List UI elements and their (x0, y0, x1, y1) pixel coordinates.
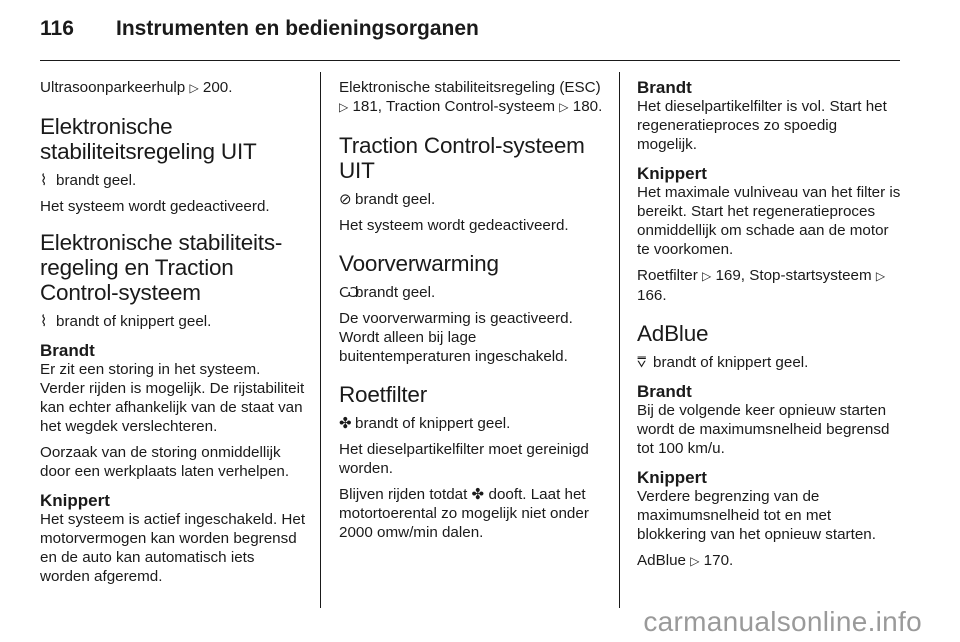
ref-text: Roetfilter ▷ 169, Stop-startsysteem ▷ 166. (637, 267, 886, 304)
ref-arrow-icon: ▷ (339, 100, 349, 114)
section-heading-esc-tc: Elektronische stabiliteitsregeling en Traction Control-systeem (40, 230, 283, 305)
body-text: Het systeem wordt gedeactiveerd. (40, 198, 270, 215)
body-text: De voorverwarming is geactiveerd. Wordt alleen bij lage buitentemperaturen ingeschakeld. (339, 310, 573, 365)
section-heading-adblue: AdBlue (637, 321, 709, 346)
subheading-brandt: Brandt (40, 341, 95, 360)
body-text: Bij de volgende keer opnieuw starten wordt de maximumsnelheid begrensd tot 100 km/u. (637, 402, 890, 457)
body-text: Verdere begrenzing van de maximumsnelheid tot en met blokkering van het opnieuw starten. (637, 488, 876, 543)
ref-arrow-icon: ▷ (690, 554, 700, 568)
column-3: Brandt Het dieselpartikelfilter is vol. Start het regeneratieproces zo spoedig mogelijk. Knippert Het maximale vulniveau van het filter is bereikt. Start het regeneratieproces onmiddellijk om schade aan de motor te voorkomen. Roetfilter ▷ 169, Stop-startsysteem ▷ 166. AdBlue ⩢ brandt of knippert geel. Brandt Bij de volgende keer opnieuw starten wordt de maximumsnelheid begrensd tot 100 km/u. Knippert Verdere begrenzing van de maximumsnelheid tot en met blokkering van het opnieuw starten. AdBlue ▷ 170. (637, 78, 901, 569)
ref-text: Elektronische stabiliteitsregeling (ESC) ▷ 181, Traction Control-systeem ▷ 180. (339, 79, 603, 115)
subheading-knippert: Knippert (40, 491, 110, 510)
body-text: Oorzaak van de storing onmiddellijk door een werkplaats laten verhelpen. (40, 444, 290, 480)
body-text: Er zit een storing in het systeem. Verder rijden is mogelijk. De rijstabiliteit kan echter afhankelijk van de staat van het wegdek verslechteren. (40, 361, 305, 435)
column-1: Ultrasoonparkeerhulp ▷ 200. Elektronische stabiliteitsregeling UIT ⌇ brandt geel. Het systeem wordt gedeactiveerd. Elektronische stabiliteitsregeling en Traction Control-systeem ⌇ brandt of knippert geel. Brandt Er zit een storing in het systeem. Verder rijden is mogelijk. De rijstabiliteit kan echter afhankelijk van de staat van het wegdek verslechteren. Oorzaak van de storing onmiddellijk door een werkplaats laten verhelpen. Knippert Het systeem is actief ingeschakeld. Het motorvermogen kan worden begrensd en de auto kan automatisch iets worden afgeremd. (40, 78, 308, 593)
ref-arrow-icon: ▷ (875, 269, 886, 283)
ref-arrow-icon: ▷ (559, 100, 569, 114)
section-heading-preheat: Voorverwarming (339, 251, 499, 276)
glow-plug-icon: Ѡ (339, 284, 360, 301)
intro-ref: Ultrasoonparkeerhulp ▷ 200. (40, 79, 233, 96)
soot-filter-icon: ✤ (339, 415, 352, 432)
section-heading-esc-off: Elektronische stabiliteitsregeling UIT (40, 114, 257, 164)
column-divider-2 (619, 72, 620, 608)
body-text: Het systeem is actief ingeschakeld. Het motorvermogen kan worden begrensd en de auto kan automatisch iets worden afgeremd. (40, 511, 306, 585)
column-2: Elektronische stabiliteitsregeling (ESC) ▷ 181, Traction Control-systeem ▷ 180. Traction Control-systeem UIT ⊘ brandt geel. Het systeem wordt gedeactiveerd. Voorverwarming Ѡbrandt geel. De voorverwarming is geactiveerd. Wordt alleen bij lage buitentemperaturen ingeschakeld. Roetfilter ✤ brandt of knippert geel. Het dieselpartikelfilter moet gereinigd worden. Blijven rijden totdat ✤ dooft. Laat het motortoerental zo mogelijk niet onder 2000 omw/min dalen. (339, 78, 607, 549)
esc-off-icon: ⌇ (40, 172, 48, 189)
section-heading-tc-off: Traction Control-systeem UIT (339, 133, 585, 183)
body-text: Het dieselpartikelfilter is vol. Start het regeneratieproces zo spoedig mogelijk. (637, 98, 887, 153)
ref-arrow-icon: ▷ (189, 81, 199, 95)
section-heading-filter: Roetfilter (339, 382, 428, 407)
column-divider-1 (320, 72, 321, 608)
subheading-brandt: Brandt (637, 78, 692, 97)
tc-off-icon: ⊘ (339, 191, 352, 208)
header-rule (40, 60, 900, 61)
esc-icon: ⌇ (40, 313, 48, 330)
body-text: Het systeem wordt gedeactiveerd. (339, 217, 569, 234)
page-number: 116 (40, 17, 74, 40)
subheading-knippert: Knippert (637, 468, 707, 487)
soot-filter-icon: ✤ (471, 486, 485, 503)
adblue-icon: ⩢ (637, 354, 647, 371)
subheading-knippert: Knippert (637, 164, 707, 183)
subheading-brandt: Brandt (637, 382, 692, 401)
page-header (40, 17, 479, 41)
body-text: Het dieselpartikelfilter moet gereinigd worden. (339, 441, 589, 477)
page-title: Instrumenten en bedieningsorganen (116, 17, 479, 40)
body-text: Blijven rijden totdat ✤ dooft. Laat het motortoerental zo mogelijk niet onder 2000 omw/min dalen. (339, 486, 589, 541)
body-text: Het maximale vulniveau van het filter is bereikt. Start het regeneratieproces onmiddellijk om schade aan de motor te voorkomen. (637, 184, 901, 258)
watermark: carmanualsonline.info (643, 606, 922, 637)
ref-text: AdBlue ▷ 170. (637, 552, 734, 569)
ref-arrow-icon: ▷ (702, 269, 712, 283)
